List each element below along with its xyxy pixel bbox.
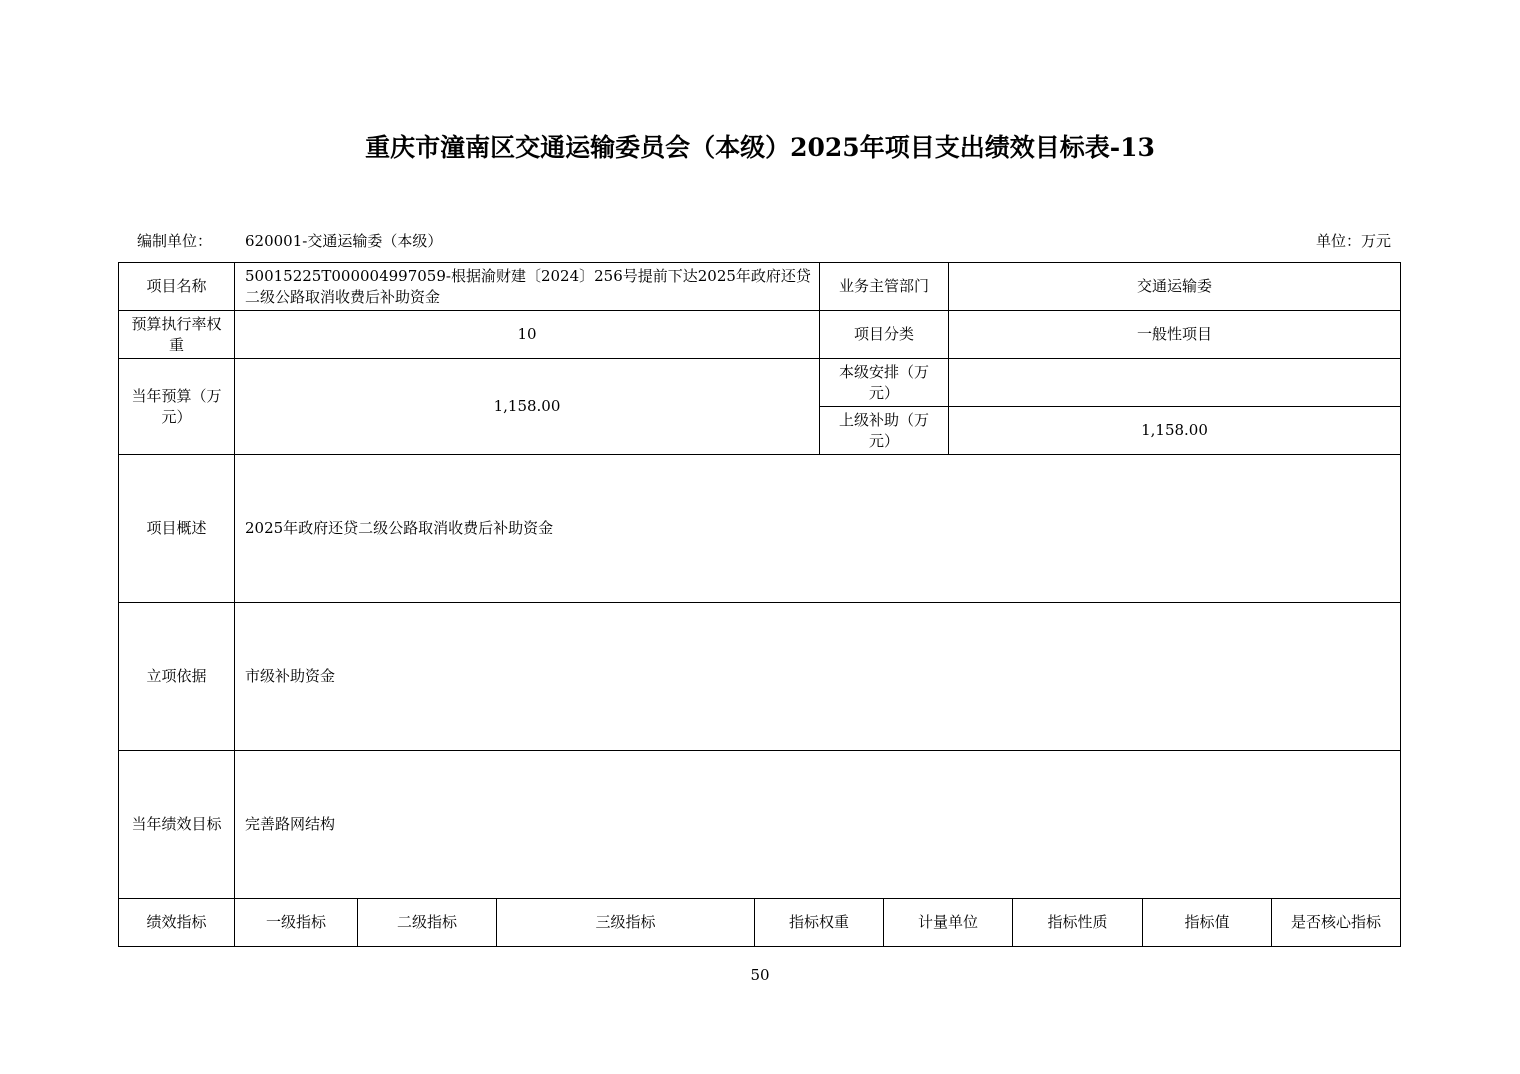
basis-label: 立项依据 bbox=[118, 602, 235, 751]
project-name-value: 50015225T000004997059-根据渝财建〔2024〕256号提前下达2025年政府还贷二级公路取消收费后补助资金 bbox=[234, 262, 820, 311]
budget-value: 1,158.00 bbox=[234, 358, 820, 455]
indicator-header-cell: 是否核心指标 bbox=[1271, 898, 1401, 947]
page-number: 50 bbox=[750, 966, 770, 984]
local-arrangement-value bbox=[948, 358, 1401, 407]
compiling-unit-label: 编制单位： bbox=[137, 232, 213, 250]
goal-label: 当年绩效目标 bbox=[118, 750, 235, 899]
indicator-header-cell: 二级指标 bbox=[357, 898, 497, 947]
indicator-header-cell: 一级指标 bbox=[234, 898, 358, 947]
overview-label: 项目概述 bbox=[118, 454, 235, 603]
upper-subsidy-label: 上级补助（万元） bbox=[819, 406, 949, 455]
page-title: 重庆市潼南区交通运输委员会（本级）2025年项目支出绩效目标表-13 bbox=[365, 133, 1155, 162]
compiling-unit-value: 620001-交通运输委（本级） bbox=[245, 232, 443, 250]
weight-label: 预算执行率权重 bbox=[118, 310, 235, 359]
dept-label: 业务主管部门 bbox=[819, 262, 949, 311]
indicator-header-cell: 指标性质 bbox=[1012, 898, 1143, 947]
indicator-header-cell: 绩效指标 bbox=[118, 898, 235, 947]
weight-value: 10 bbox=[234, 310, 820, 359]
upper-subsidy-value: 1,158.00 bbox=[948, 406, 1401, 455]
category-value: 一般性项目 bbox=[948, 310, 1401, 359]
indicator-header-cell: 计量单位 bbox=[883, 898, 1013, 947]
currency-unit: 单位：万元 bbox=[1315, 232, 1391, 250]
dept-value: 交通运输委 bbox=[948, 262, 1401, 311]
indicator-header-cell: 三级指标 bbox=[496, 898, 755, 947]
project-name-label: 项目名称 bbox=[118, 262, 235, 311]
budget-label: 当年预算（万元） bbox=[118, 358, 235, 455]
goal-value: 完善路网结构 bbox=[234, 750, 1401, 899]
basis-value: 市级补助资金 bbox=[234, 602, 1401, 751]
overview-value: 2025年政府还贷二级公路取消收费后补助资金 bbox=[234, 454, 1401, 603]
indicator-header-cell: 指标值 bbox=[1142, 898, 1272, 947]
local-arrangement-label: 本级安排（万元） bbox=[819, 358, 949, 407]
indicator-header-cell: 指标权重 bbox=[754, 898, 884, 947]
category-label: 项目分类 bbox=[819, 310, 949, 359]
